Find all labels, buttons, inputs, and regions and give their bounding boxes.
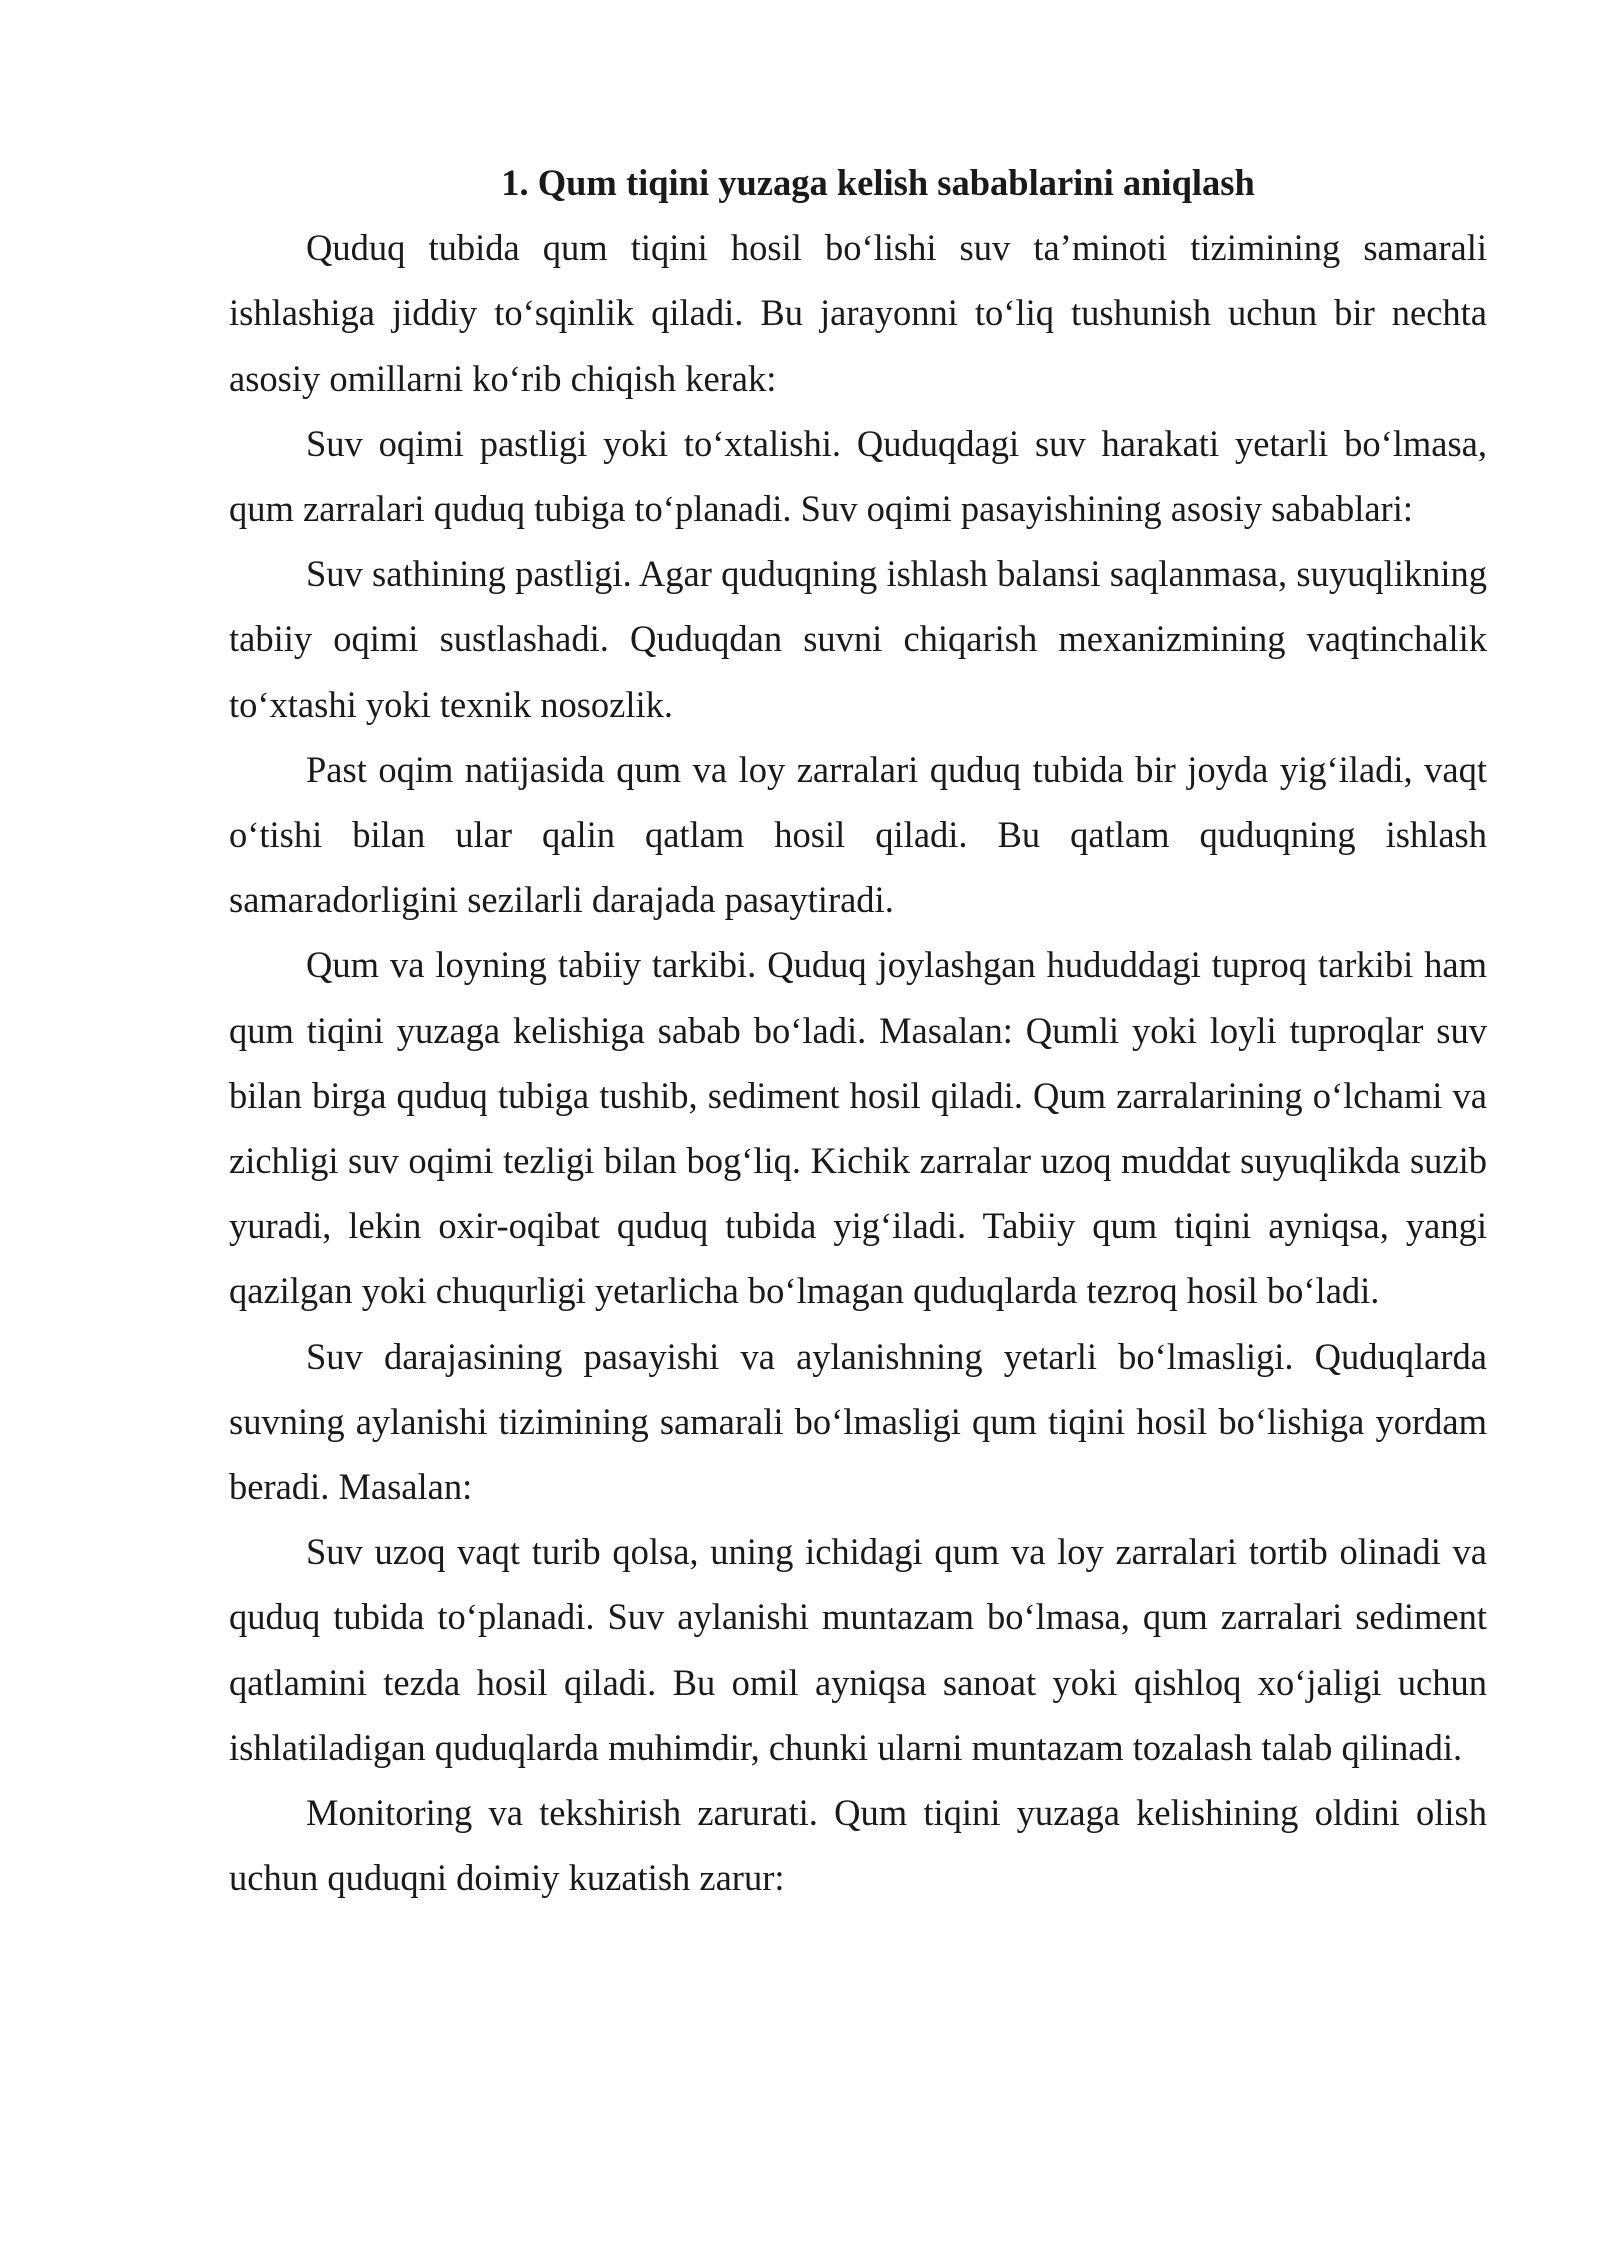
paragraph-intro: Quduq tubida qum tiqini hosil bo‘lishi suv ta’minoti tizimining samarali ishlashiga jiddiy to‘sqinlik qiladi. Bu jarayonni to‘liq tushunish uchun bir nechta asosiy omillarni ko‘rib chiqish kerak: xyxy=(229,227,1487,399)
paragraph-soil-composition: Qum va loyning tabiiy tarkibi. Quduq joylashgan hududdagi tuproq tarkibi ham qum tiqini yuzaga kelishiga sabab bo‘ladi. Masalan: Qumli yoki loyli tuproqlar suv bilan birga quduq tubiga tushib, sediment hosil qiladi. Qum zarralarining o‘lchami va zichligi suv oqimi tezligi bilan bog‘liq. Kichik zarralar uzoq muddat suyuqlikda suzib yuradi, lekin oxir-oqibat quduq tubida yig‘iladi. Tabiiy qum tiqini ayniqsa, yangi qazilgan yoki chuqurligi yetarlicha bo‘lmagan quduqlarda tezroq hosil bo‘ladi. xyxy=(229,944,1487,1312)
paragraph-water-level: Suv sathining pastligi. Agar quduqning ishlash balansi saqlanmasa, suyuqlikning tabiiy oqimi sustlashadi. Quduqdan suvni chiqarish mexanizmining vaqtinchalik to‘xtashi yoki texnik nosozlik. xyxy=(229,553,1487,725)
paragraph-water-flow: Suv oqimi pastligi yoki to‘xtalishi. Quduqdagi suv harakati yetarli bo‘lmasa, qum zarralari quduq tubiga to‘planadi. Suv oqimi pasayishining asosiy sabablari: xyxy=(229,422,1487,530)
paragraph-monitoring: Monitoring va tekshirish zarurati. Qum tiqini yuzaga kelishining oldini olish uchun quduqni doimiy kuzatish zarur: xyxy=(229,1792,1487,1899)
paragraph-low-flow-result: Past oqim natijasida qum va loy zarralari quduq tubida bir joyda yig‘iladi, vaqt o‘tishi bilan ular qalin qatlam hosil qiladi. Bu qatlam quduqning ishlash samaradorligini sezilarli darajada pasaytiradi. xyxy=(229,748,1487,921)
section-title: 1. Qum tiqini yuzaga kelish sabablarini aniqlash xyxy=(501,162,1255,203)
paragraph-stagnant-water: Suv uzoq vaqt turib qolsa, uning ichidagi qum va loy zarralari tortib olinadi va quduq tubida to‘planadi. Suv aylanishi muntazam bo‘lmasa, qum zarralari sediment qatlamini tezda hosil qiladi. Bu omil ayniqsa sanoat yoki qishloq xo‘jaligi uchun ishlatiladigan quduqlarda muhimdir, chunki ularni muntazam tozalash talab qilinadi. xyxy=(229,1531,1487,1768)
document-page xyxy=(229,150,1487,1910)
paragraph-circulation: Suv darajasining pasayishi va aylanishning yetarli bo‘lmasligi. Quduqlarda suvning aylanishi tizimining samarali bo‘lmasligi qum tiqini hosil bo‘lishiga yordam beradi. Masalan: xyxy=(229,1335,1487,1508)
